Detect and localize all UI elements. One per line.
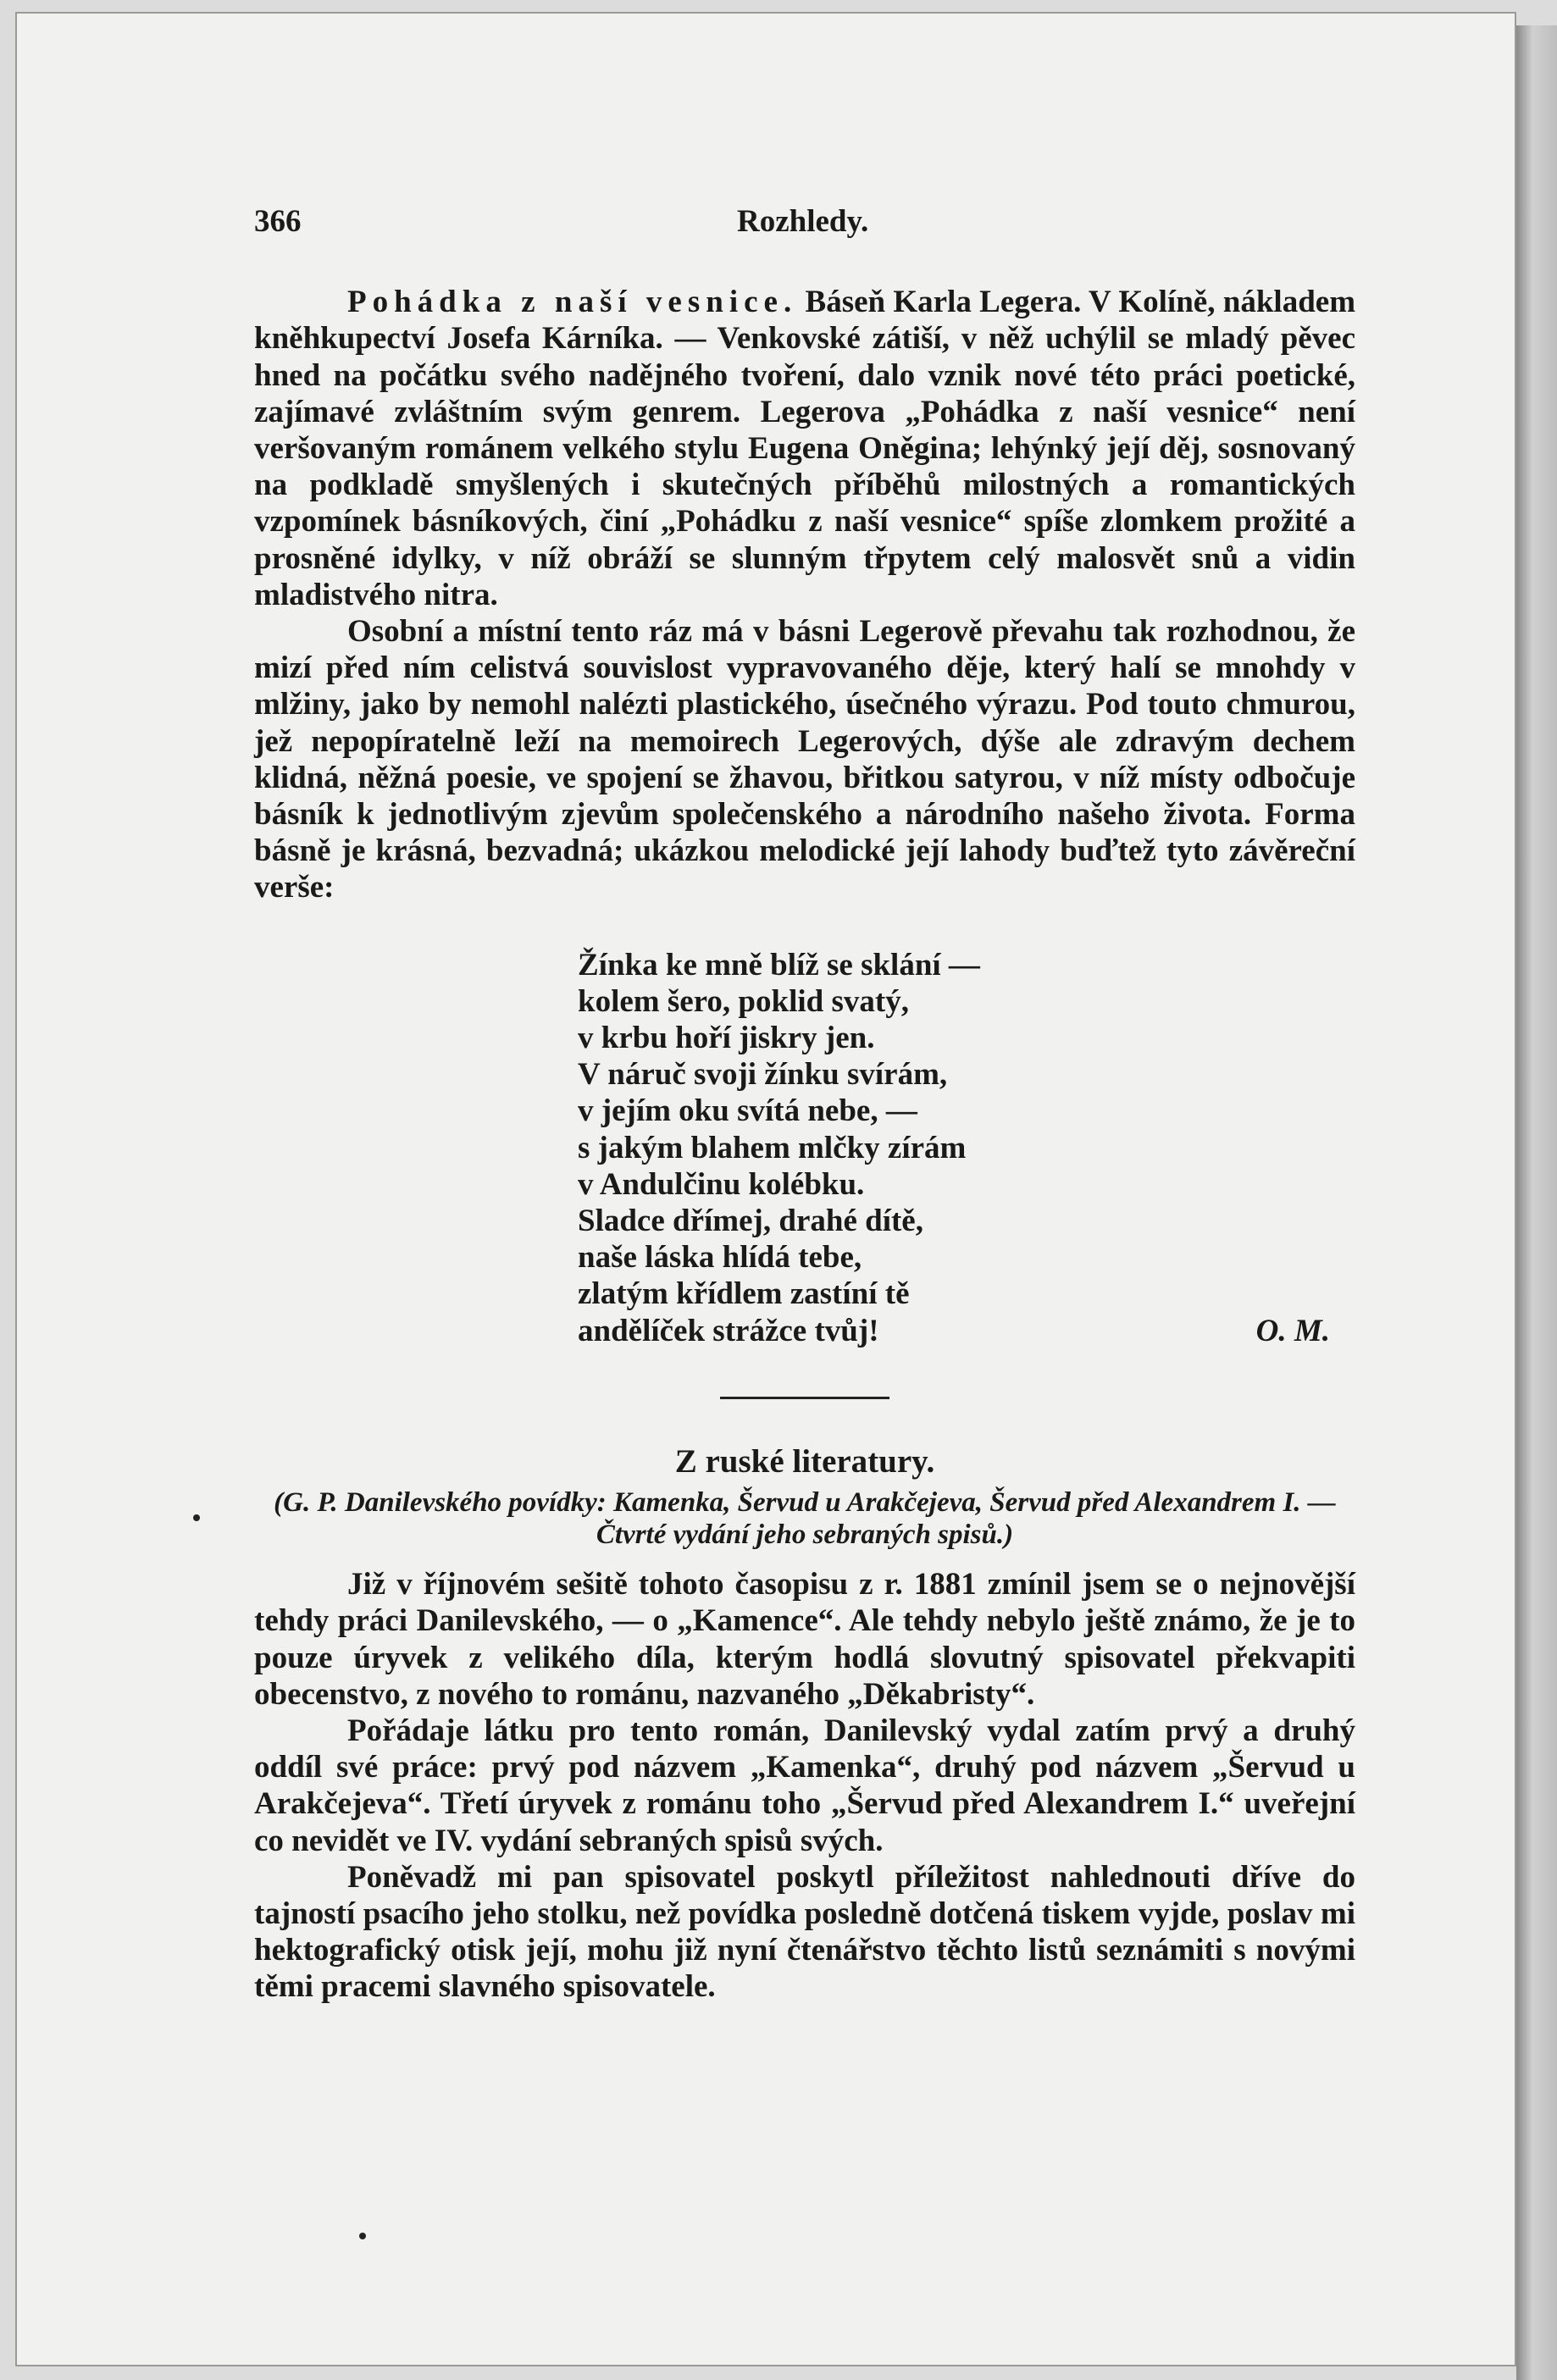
page-header: [254, 203, 1355, 240]
margin-dot: [193, 1514, 200, 1521]
poem-line: zlatým křídlem zastíní tě: [578, 1276, 910, 1312]
poem-line: v Andulčinu kolébku.: [578, 1166, 865, 1202]
review2-paragraph-3: Poněvadž mi pan spisovatel poskytl příležitost nahlednouti dříve do tajností psacího jeho stolku, než povídka posledně dotčená tiskem vyjde, poslav mi hektografický otisk její, mohu již nyní čtenářstvo těchto listů seznámiti s novými těmi pracemi slavného spisovatele.: [254, 1859, 1355, 2005]
running-head: Rozhledy.: [737, 204, 869, 239]
page-content: [254, 203, 1355, 2006]
poem-line: Žínka ke mně blíž se sklání —: [578, 947, 980, 982]
poem-line: V náruč svoji žínku svírám,: [578, 1057, 948, 1093]
review1-paragraph-2: Osobní a místní tento ráz má v básni Legerově převahu tak rozhodnou, že mizí před ním celistvá souvislost vypravovaného děje, který halí se mnohdy v mlžiny, jako by nemohl nalézti plastického, úsečného výrazu. Pod touto chmurou, jež nepopíratelně leží na memoirech Legerových, dýše ale zdravým dechem klidná, něžná poesie, ve spojení se žhavou, břitkou satyrou, v níž místy odbočuje básník k jednotlivým zjevům společenského a národního našeho života. Forma básně je krásná, bezvadná; ukázkou melodické její lahody buďtež tyto závěreční verše:: [254, 614, 1355, 905]
section-divider: [720, 1397, 889, 1399]
poem-line: andělíček strážce tvůj!: [578, 1313, 879, 1348]
poem-line: v jejím oku svítá nebe, —: [578, 1093, 917, 1129]
page-edge: [1516, 25, 1557, 2380]
review1-paragraph-1: [254, 284, 1355, 613]
poem-line: naše láska hlídá tebe,: [578, 1240, 862, 1276]
poem-line: v krbu hoří jiskry jen.: [578, 1021, 875, 1056]
section-title: Z ruské literatury.: [674, 1442, 935, 1480]
review1-p1-text: Báseň Karla Legera. V Kolíně, nákladem kněhkupectví Josefa Kárníka. — Venkovské zátiší, v něž uchýlil se mladý pěvec hned na počátku svého nadějného tvoření, dalo vznik nové této práci poetické, zajímavé zvláštním svým genrem. Legerova „Pohádka z naší vesnice“ není veršovaným románem velkého stylu Eugena Oněgina; lehýnký její děj, sosnovaný na podkladě smyšlených i skutečných příběhů milostných a romantických vzpomínek básníkových, činí „Pohádku z naší vesnice“ spíše zlomkem prožité a prosněné idylky, v níž obráží se slunným třpytem celý malosvět snů a vidin mladistvého nitra.: [254, 285, 1356, 612]
review2-paragraph-2: Pořádaje látku pro tento román, Danilevský vydal zatím prvý a druhý oddíl své práce: prvý pod názvem „Kamenka“, druhý pod názvem „Šervud u Arakčejeva“. Třetí úryvek z románu toho „Šervud před Alexandrem I.“ uveřejní co nevidět ve IV. vydání sebraných spisů svých.: [254, 1713, 1355, 1858]
poem-line: kolem šero, poklid svatý,: [578, 983, 909, 1019]
section-subtitle: (G. P. Danilevského povídky: Kamenka, Šervud u Arakčejeva, Šervud před Alexandrem I. — Čtvrté vydání jeho sebraných spisů.): [274, 1487, 1336, 1551]
poem-line: Sladce dřímej, drahé dítě,: [578, 1204, 923, 1239]
page-number: 366: [254, 204, 302, 239]
review1-title: Pohádka z naší vesnice.: [347, 285, 798, 320]
poem-excerpt: [578, 947, 1355, 1349]
author-signature: O. M.: [1255, 1313, 1330, 1348]
poem-line: s jakým blahem mlčky zírám: [578, 1130, 967, 1165]
margin-dot: [359, 2233, 366, 2239]
review2-paragraph-1: Již v říjnovém sešitě tohoto časopisu z r. 1881 zmínil jsem se o nejnovější tehdy práci Danilevského, — o „Kamence“. Ale tehdy nebylo ještě známo, že je to pouze úryvek z velikého díla, kterým hodlá slovutný spisovatel překvapiti obecenstvo, z nového to románu, nazvaného „Děkabristy“.: [254, 1567, 1355, 1712]
